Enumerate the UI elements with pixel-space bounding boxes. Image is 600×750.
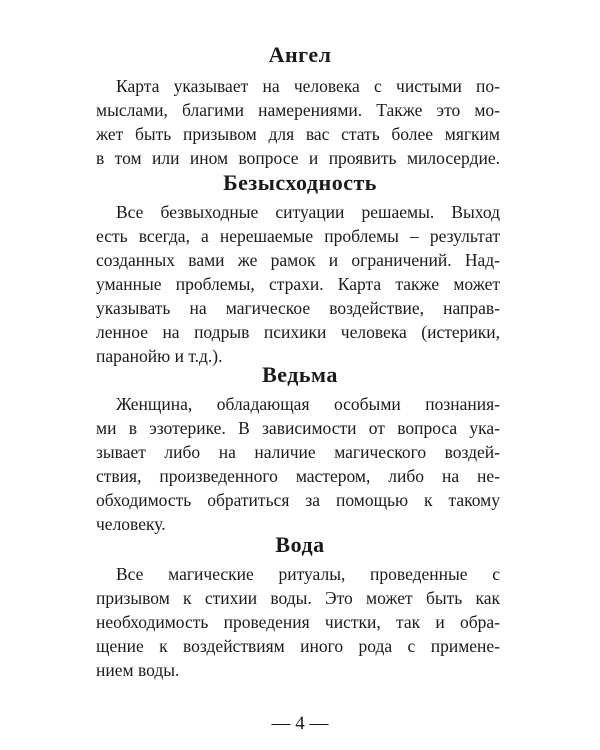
text-line: указывать на магическое воздействие, направ-: [96, 298, 500, 318]
text-line: созданных вами же рамок и ограничений. Над-: [96, 250, 500, 270]
text-line: мыслами, благими намерениями. Также это мо-: [96, 100, 500, 120]
text-line: паранойю и т.д.).: [96, 346, 223, 366]
text-line: необходимость проведения чистки, так и обра-: [96, 612, 500, 632]
section-text-hopelessness: [96, 200, 500, 368]
text-line: Все безвыходные ситуации решаемы. Выход: [116, 202, 500, 222]
text-line: ми в эзотерике. В зависимости от вопроса ука-: [96, 418, 500, 438]
text-line: есть всегда, а нерешаемые проблемы – результат: [96, 226, 500, 246]
text-line: призывом к стихии воды. Это может быть как: [96, 588, 500, 608]
section-text-water: [96, 562, 500, 682]
section-text-witch: [96, 392, 500, 536]
text-line: Женщина, обладающая особыми познания-: [116, 394, 500, 414]
section-title-water: Вода: [275, 532, 325, 557]
text-line: нием воды.: [96, 660, 180, 680]
text-line: уманные проблемы, страхи. Карта также может: [96, 274, 500, 294]
page-number: — 4 —: [271, 713, 329, 734]
text-line: обходимость обратиться за помощью к такому: [96, 490, 500, 510]
text-line: в том или ином вопросе и проявить милосердие.: [96, 148, 500, 168]
section-title-hopelessness: Безысходность: [223, 170, 377, 195]
text-line: ствия, произведенного мастером, либо на не-: [96, 466, 500, 486]
text-line: Карта указывает на человека с чистыми по-: [116, 76, 500, 96]
text-line: ленное на подрыв психики человека (истерики,: [96, 322, 500, 342]
text-line: человеку.: [96, 514, 166, 534]
section-title-angel: Ангел: [268, 42, 332, 67]
text-line: щение к воздействиям иного рода с примене-: [96, 636, 500, 656]
text-line: зывает либо на наличие магического воздей-: [96, 442, 500, 462]
text-line: Все магические ритуалы, проведенные с: [116, 564, 500, 584]
section-text-angel: [96, 74, 500, 170]
text-line: жет быть призывом для вас стать более мягким: [96, 124, 500, 144]
section-title-witch: Ведьма: [262, 362, 338, 387]
